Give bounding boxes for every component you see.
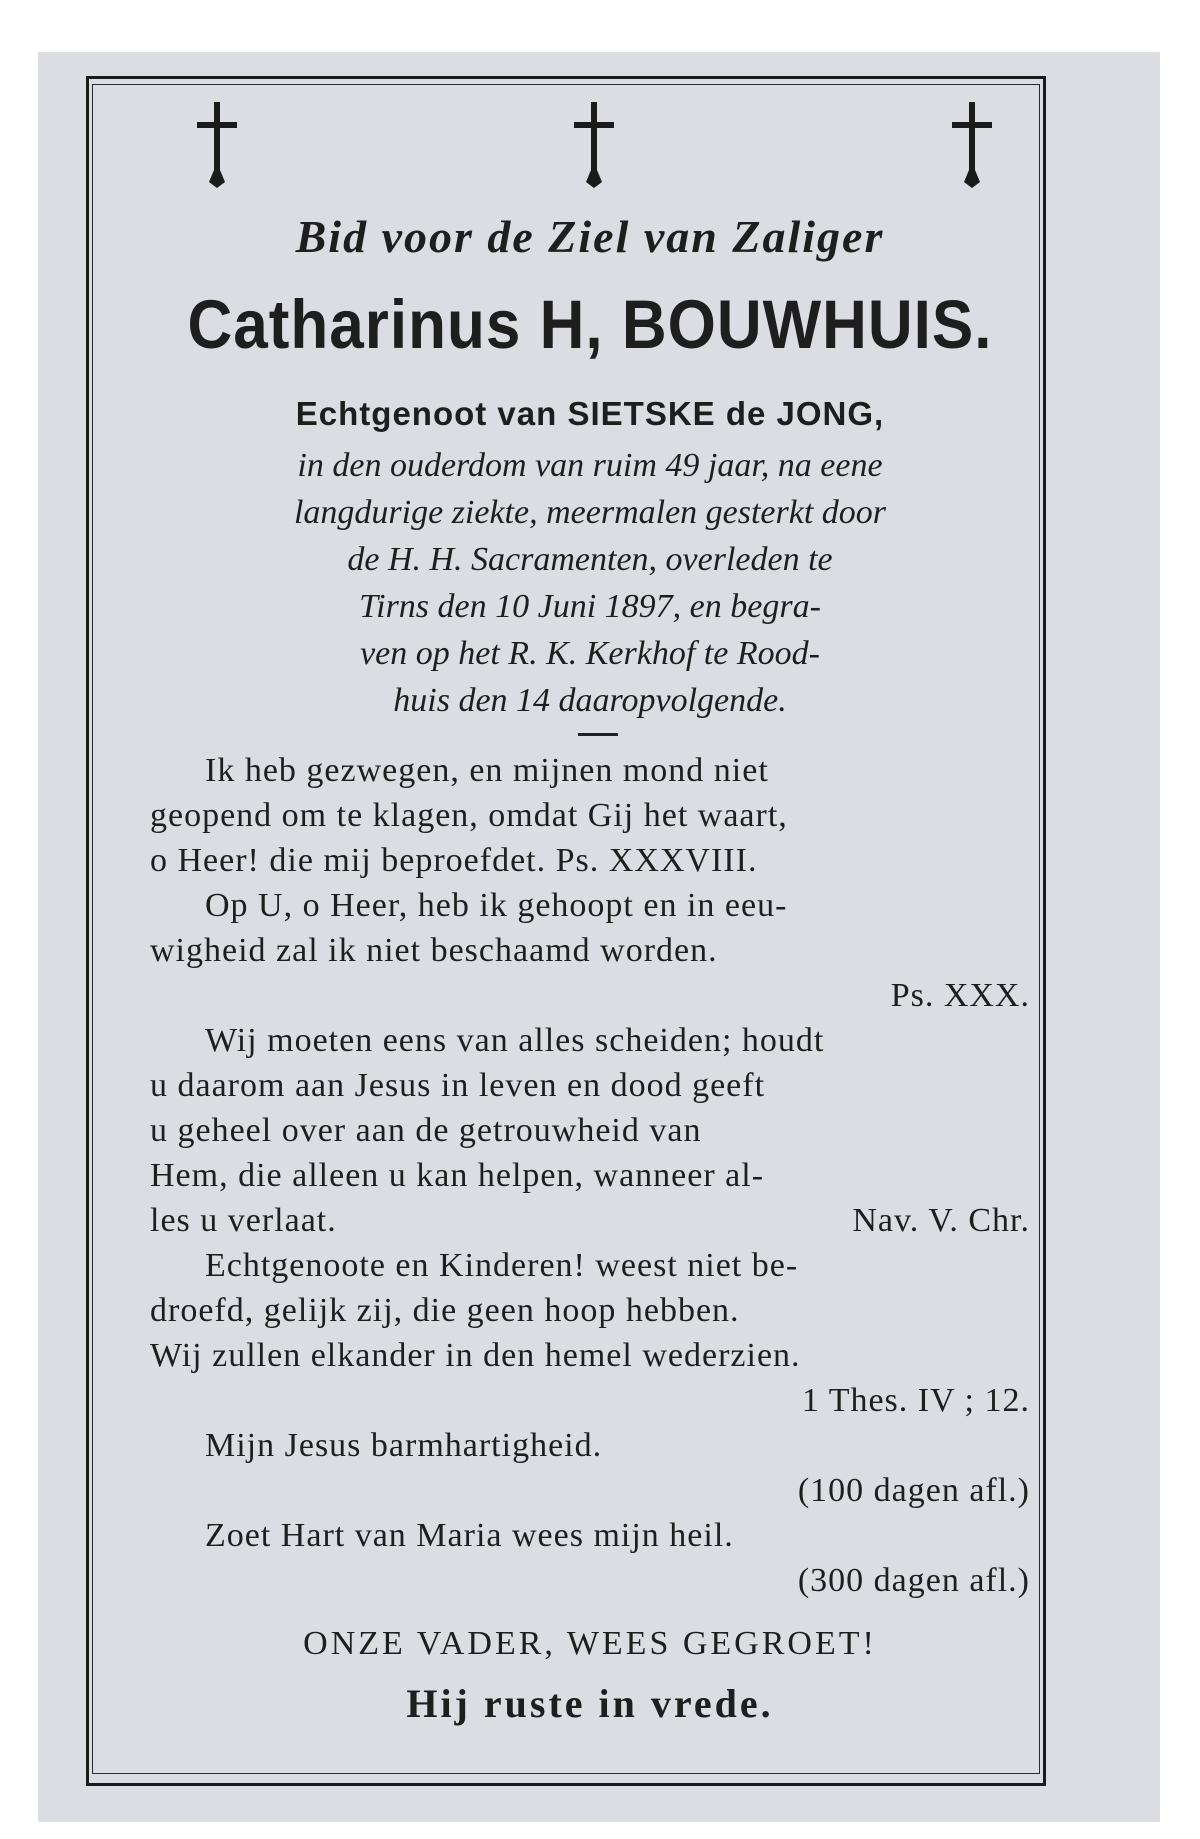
- cross-icon: [942, 100, 1002, 190]
- spouse-line: Echtgenoot van SIETSKE de JONG,: [295, 395, 885, 432]
- verse-line: les u verlaat.: [150, 1202, 337, 1239]
- cross-icon: [187, 100, 247, 190]
- verse-reference: 1 Thes. IV ; 12.: [801, 1382, 1030, 1419]
- intro-line: Tirns den 10 Juni 1897, en begra-: [359, 588, 821, 625]
- verse-reference: Ps. XXX.: [890, 977, 1030, 1014]
- verse-line: wigheid zal ik niet beschaamd worden.: [150, 932, 718, 969]
- verse-line: Ik heb gezwegen, en mijnen mond niet: [205, 752, 769, 789]
- verse-line: geopend om te klagen, omdat Gij het waart,: [150, 797, 788, 834]
- indulgence-prayer: Zoet Hart van Maria wees mijn heil.: [205, 1517, 734, 1554]
- heading: Bid voor de Ziel van Zaliger: [295, 211, 885, 262]
- crosses-row: [0, 100, 1200, 190]
- intro-line: langdurige ziekte, meermalen gesterkt door: [293, 494, 887, 531]
- intro-line: huis den 14 daaropvolgende.: [393, 682, 787, 719]
- deceased-name: Catharinus H, BOUWHUIS.: [187, 287, 993, 364]
- verse-line: Op U, o Heer, heb ik gehoopt en in eeu-: [205, 887, 788, 924]
- verse-line: Wij zullen elkander in den hemel wederzien.: [150, 1337, 801, 1374]
- closing-line: Hij ruste in vrede.: [406, 1681, 774, 1726]
- verse-reference: Nav. V. Chr.: [852, 1202, 1030, 1239]
- indulgence-prayer: Mijn Jesus barmhartigheid.: [205, 1427, 603, 1464]
- indulgence-days: (100 dagen afl.): [797, 1472, 1030, 1509]
- verse-line: droefd, gelijk zij, die geen hoop hebben.: [150, 1292, 740, 1329]
- intro-line: de H. H. Sacramenten, overleden te: [347, 541, 833, 578]
- intro-line: in den ouderdom van ruim 49 jaar, na eene: [297, 447, 883, 484]
- indulgence-days: (300 dagen afl.): [797, 1562, 1030, 1599]
- verse-line: u geheel over aan de getrouwheid van: [150, 1112, 702, 1149]
- verse-line: Hem, die alleen u kan helpen, wanneer al-: [150, 1157, 765, 1194]
- verse-line: Echtgenoote en Kinderen! weest niet be-: [205, 1247, 799, 1284]
- prayer-line: ONZE VADER, WEES GEGROET!: [303, 1625, 877, 1662]
- intro-line: ven op het R. K. Kerkhof te Rood-: [360, 635, 820, 672]
- separator-dash: [578, 733, 618, 736]
- cross-icon: [564, 100, 624, 190]
- verse-line: u daarom aan Jesus in leven en dood geeft: [150, 1067, 766, 1104]
- verse-line: o Heer! die mij beproefdet. Ps. XXXVIII.: [150, 842, 758, 879]
- verse-line: Wij moeten eens van alles scheiden; houdt: [205, 1022, 825, 1059]
